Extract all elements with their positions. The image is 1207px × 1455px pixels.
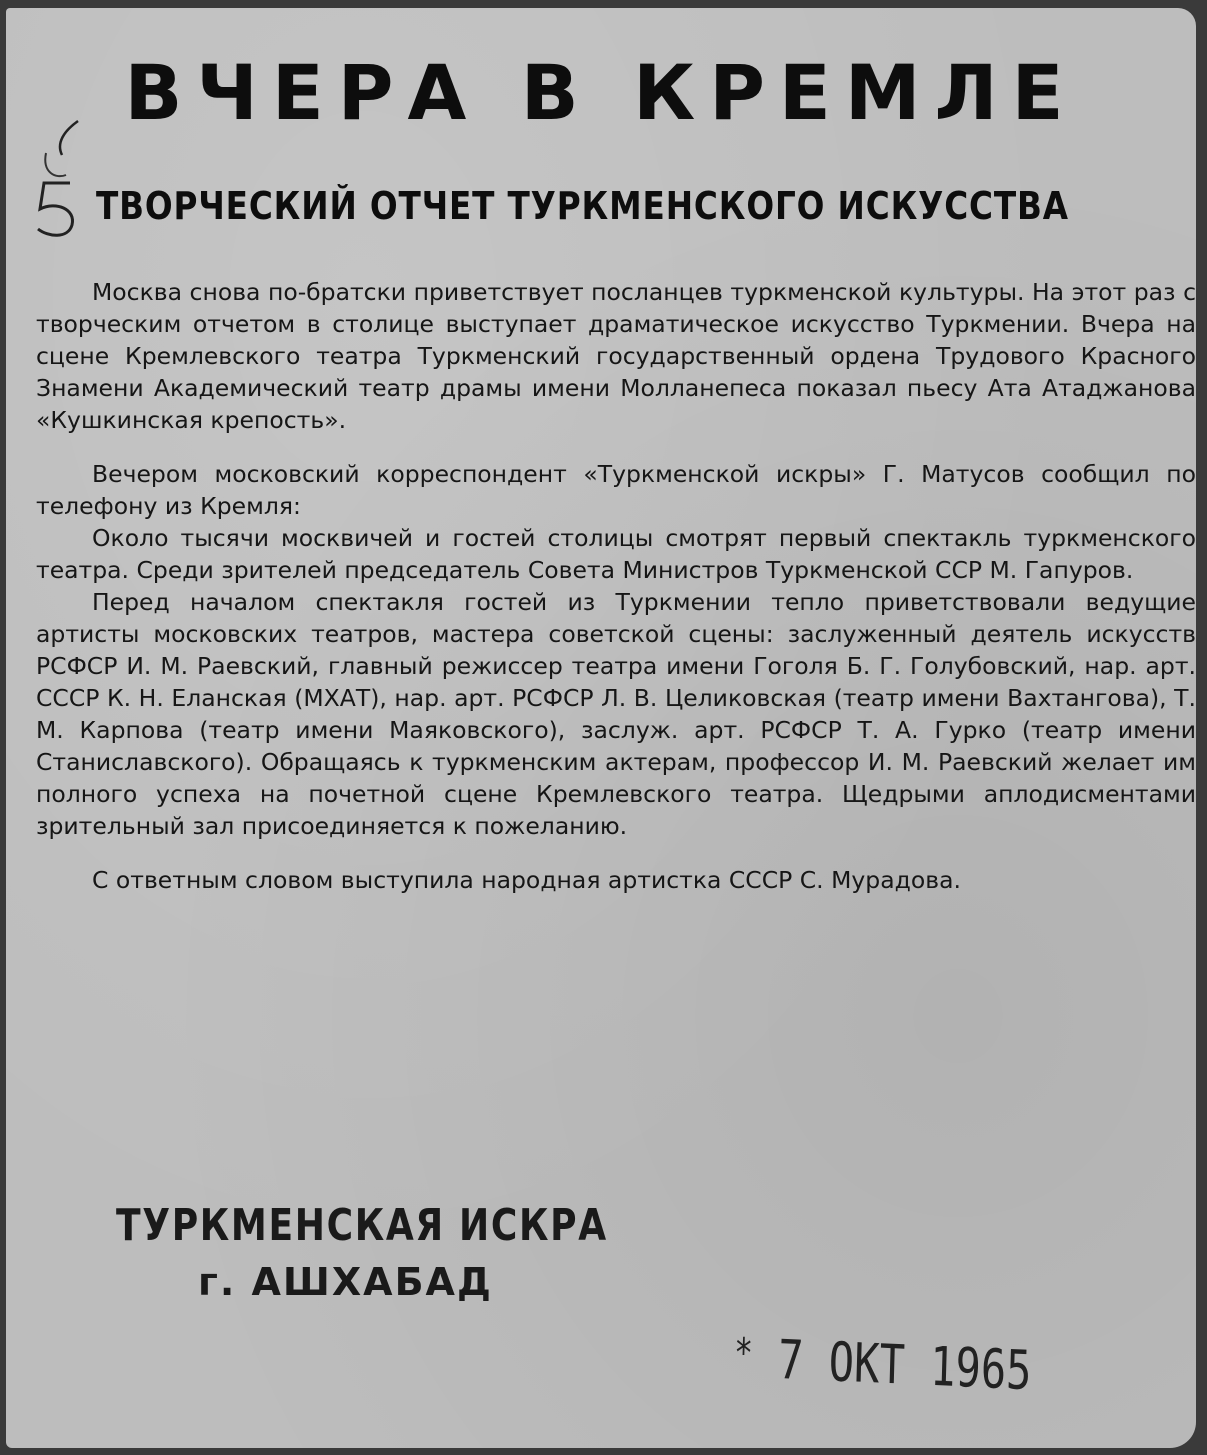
paragraph: Около тысячи москвичей и гостей столицы смотрят первый спектакль туркменского театра. Среди зрителей председатель Совета Министров Туркменской ССР М. Гапуров. [36, 524, 1196, 584]
paragraph: Перед началом спектакля гостей из Туркмении тепло приветствовали ведущие артисты московских театров, мастера советской сцены: заслуженный деятель искусств РСФСР И. М. Раевский, главный режиссер театра имени Гоголя Б. Г. Голубовский, нар. арт. СССР К. Н. Еланская (МХАТ), нар. арт. РСФСР Л. В. Целиковская (театр имени Вахтангова), Т. М. Карпова (театр имени Маяковского), заслуж. арт. РСФСР Т. А. Гурко (театр имени Станиславского). Обращаясь к туркменским актерам, профессор И. М. Раевский желает им полного успеха на почетной сцене Кремлевского театра. Щедрыми аплодисментами зрительный зал присоединяется к пожеланию. [36, 588, 1196, 840]
pencil-mark-icon [26, 113, 86, 243]
date-stamp-text: 7 ОКТ 1965 [777, 1327, 1033, 1403]
subheadline: ТВОРЧЕСКИЙ ОТЧЕТ ТУРКМЕНСКОГО ИСКУССТВА [96, 184, 1069, 228]
paragraph: С ответным словом выступила народная артистка СССР С. Мурадова. [92, 866, 961, 894]
newspaper-clipping [6, 8, 1196, 1448]
article-body [36, 276, 1196, 896]
stamp-city: г. АШХАБАД [198, 1260, 493, 1304]
star-icon: * [733, 1330, 754, 1377]
paragraph: Москва снова по-братски приветствует посланцев туркменской культуры. На этот раз с творческим отчетом в столице выступает драматическое искусство Туркмении. Вчера на сцене Кремлевского театра Туркменский государственный ордена Трудового Красного Знамени Академический театр драмы имени Молланепеса показал пьесу Ата Атаджанова «Кушкинская крепость». [36, 278, 1196, 434]
date-stamp [733, 1318, 1033, 1406]
paragraph: Вечером московский корреспондент «Туркменской искры» Г. Матусов сообщил по телефону из Кремля: [36, 460, 1196, 520]
stamp-newspaper-name: ТУРКМЕНСКАЯ ИСКРА [116, 1200, 608, 1251]
headline: ВЧЕРА В КРЕМЛЕ [124, 48, 1078, 137]
newspaper-stamp [116, 1198, 676, 1310]
